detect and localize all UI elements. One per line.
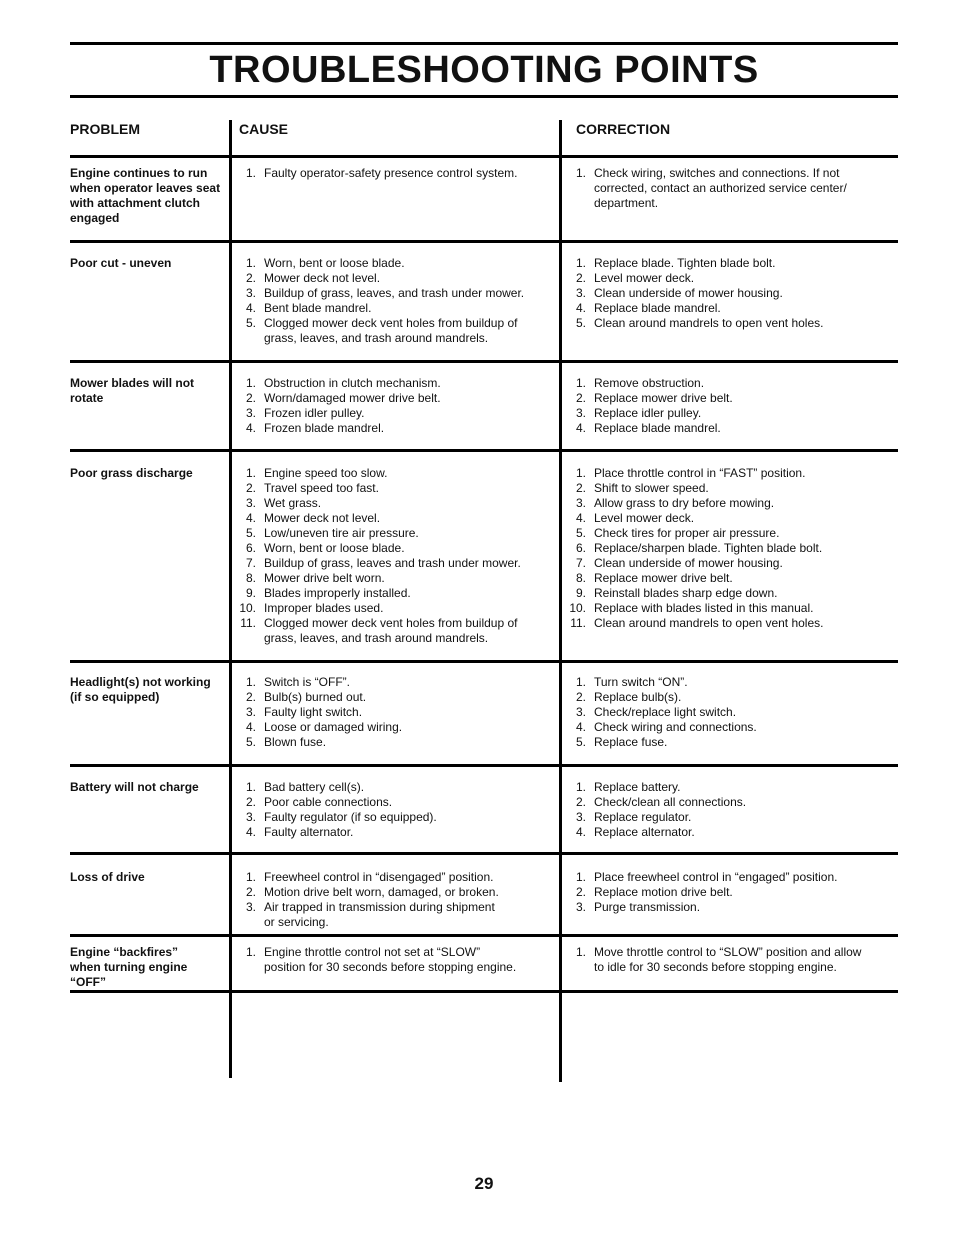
item-text: Blades improperly installed.: [264, 586, 411, 600]
item-number: 2.: [245, 795, 256, 809]
cause-list: [239, 256, 557, 346]
item-number: 6.: [575, 541, 586, 555]
item-number: 4.: [575, 301, 586, 315]
problem-text: “OFF”: [70, 975, 106, 989]
item-number: 3.: [245, 496, 256, 510]
correction-list: [569, 675, 889, 750]
list-item: [239, 885, 557, 900]
row-separator: [70, 934, 898, 937]
item-text: Replace/sharpen blade. Tighten blade bolt.: [594, 541, 823, 555]
item-text: Replace blade mandrel.: [594, 301, 721, 315]
item-number: 4.: [575, 511, 586, 525]
problem-header: PROBLEM: [70, 121, 140, 137]
list-item: [239, 481, 557, 496]
list-item: [239, 301, 557, 316]
item-number: 4.: [575, 720, 586, 734]
item-number: 9.: [245, 586, 256, 600]
item-text: Motion drive belt worn, damaged, or broken.: [264, 885, 499, 899]
item-text: Wet grass.: [264, 496, 322, 510]
item-text: Clean underside of mower housing.: [594, 286, 783, 300]
list-item: [569, 511, 889, 526]
problem-cell: [70, 780, 232, 795]
item-number: 2.: [245, 885, 256, 899]
item-number: 4.: [245, 825, 256, 839]
item-number: 7.: [575, 556, 586, 570]
correction-list: [569, 376, 889, 436]
item-number: 2.: [575, 481, 586, 495]
item-text: Freewheel control in “disengaged” position.: [264, 870, 494, 884]
item-text: Replace fuse.: [594, 735, 668, 749]
item-number: 2.: [245, 391, 256, 405]
problem-text: Poor cut - uneven: [70, 256, 172, 270]
item-number: 10.: [569, 601, 586, 615]
item-number: 1.: [245, 256, 256, 270]
item-text: Obstruction in clutch mechanism.: [264, 376, 441, 390]
problem-text: engaged: [70, 211, 120, 225]
list-item: [569, 795, 889, 810]
item-number: 3.: [245, 705, 256, 719]
list-item: [569, 616, 889, 631]
list-item: [239, 780, 557, 795]
list-item: [239, 376, 557, 391]
cause-list: [239, 780, 557, 840]
item-number: 1.: [575, 166, 586, 180]
item-text: Replace mower drive belt.: [594, 571, 733, 585]
list-item: [239, 601, 557, 616]
list-item: [239, 511, 557, 526]
item-number: 4.: [575, 825, 586, 839]
item-text: Replace idler pulley.: [594, 406, 702, 420]
item-text: Bad battery cell(s).: [264, 780, 365, 794]
list-item: [569, 945, 889, 975]
item-text: Shift to slower speed.: [594, 481, 709, 495]
item-text: Air trapped in transmission during shipment: [264, 900, 495, 914]
problem-text: when operator leaves seat: [70, 181, 221, 195]
item-number: 2.: [575, 795, 586, 809]
item-text: Bulb(s) burned out.: [264, 690, 367, 704]
list-item: [239, 541, 557, 556]
item-text: Bent blade mandrel.: [264, 301, 372, 315]
cause-list: [239, 870, 557, 930]
list-item: [239, 286, 557, 301]
list-item: [239, 735, 557, 750]
list-item: [569, 900, 889, 915]
problem-text: Mower blades will not: [70, 376, 195, 390]
problem-text: Engine continues to run: [70, 166, 208, 180]
top-rule: [70, 42, 898, 45]
item-number: 9.: [575, 586, 586, 600]
list-item: [569, 316, 889, 331]
list-item: [239, 795, 557, 810]
list-item: [239, 690, 557, 705]
item-number: 1.: [575, 256, 586, 270]
item-text: or servicing.: [264, 915, 329, 929]
item-number: 5.: [245, 316, 256, 330]
row-separator: [70, 449, 898, 452]
item-number: 4.: [245, 421, 256, 435]
problem-text: when turning engine: [70, 960, 188, 974]
item-number: 2.: [575, 391, 586, 405]
item-text: Level mower deck.: [594, 511, 695, 525]
item-number: 4.: [245, 720, 256, 734]
item-number: 1.: [245, 945, 256, 959]
row-separator: [70, 990, 898, 993]
item-number: 5.: [575, 526, 586, 540]
list-item: [569, 301, 889, 316]
list-item: [569, 690, 889, 705]
item-text: Blown fuse.: [264, 735, 327, 749]
item-text: department.: [594, 196, 659, 210]
item-text: Loose or damaged wiring.: [264, 720, 403, 734]
item-text: Allow grass to dry before mowing.: [594, 496, 775, 510]
item-text: Check/clean all connections.: [594, 795, 747, 809]
item-text: Clean around mandrels to open vent holes.: [594, 316, 824, 330]
item-number: 1.: [245, 466, 256, 480]
item-number: 1.: [245, 780, 256, 794]
list-item: [569, 466, 889, 481]
cause-list: [239, 166, 557, 181]
list-item: [569, 286, 889, 301]
item-number: 3.: [575, 900, 586, 914]
cause-list: [239, 675, 557, 750]
row-separator: [70, 764, 898, 767]
list-item: [569, 541, 889, 556]
correction-list: [569, 780, 889, 840]
list-item: [569, 481, 889, 496]
list-item: [569, 735, 889, 750]
list-item: [569, 256, 889, 271]
list-item: [239, 256, 557, 271]
item-text: Poor cable connections.: [264, 795, 393, 809]
problem-text: with attachment clutch: [70, 196, 201, 210]
row-separator: [70, 155, 898, 158]
list-item: [569, 496, 889, 511]
list-item: [569, 720, 889, 735]
list-item: [569, 601, 889, 616]
item-text: Level mower deck.: [594, 271, 695, 285]
item-text: Switch is “OFF”.: [264, 675, 350, 689]
list-item: [239, 945, 557, 975]
problem-text: Loss of drive: [70, 870, 145, 884]
list-item: [239, 526, 557, 541]
item-number: 3.: [575, 810, 586, 824]
item-number: 3.: [575, 705, 586, 719]
item-number: 1.: [575, 870, 586, 884]
item-text: Clean underside of mower housing.: [594, 556, 783, 570]
item-number: 3.: [575, 406, 586, 420]
item-number: 4.: [575, 421, 586, 435]
correction-list: [569, 466, 889, 631]
item-number: 4.: [245, 511, 256, 525]
item-number: 10.: [239, 601, 256, 615]
item-text: Clean around mandrels to open vent holes.: [594, 616, 824, 630]
list-item: [239, 720, 557, 735]
item-text: Clogged mower deck vent holes from buildup of: [264, 316, 518, 330]
item-text: Engine speed too slow.: [264, 466, 388, 480]
item-text: Mower drive belt worn.: [264, 571, 385, 585]
list-item: [569, 391, 889, 406]
item-text: Replace mower drive belt.: [594, 391, 733, 405]
item-text: Worn/damaged mower drive belt.: [264, 391, 441, 405]
problem-text: rotate: [70, 391, 104, 405]
item-text: Place freewheel control in “engaged” position.: [594, 870, 838, 884]
list-item: [239, 870, 557, 885]
item-text: Mower deck not level.: [264, 511, 381, 525]
problem-cell: [70, 376, 232, 406]
problem-cell: [70, 166, 232, 226]
list-item: [569, 885, 889, 900]
item-text: Replace regulator.: [594, 810, 692, 824]
item-text: Replace bulb(s).: [594, 690, 682, 704]
item-number: 5.: [575, 316, 586, 330]
list-item: [239, 316, 557, 346]
row-separator: [70, 852, 898, 855]
row-separator: [70, 360, 898, 363]
item-text: Improper blades used.: [264, 601, 384, 615]
item-number: 1.: [575, 376, 586, 390]
item-text: Turn switch “ON”.: [594, 675, 688, 689]
item-number: 3.: [245, 810, 256, 824]
item-text: Mower deck not level.: [264, 271, 381, 285]
item-text: Faulty light switch.: [264, 705, 363, 719]
row-separator: [70, 240, 898, 243]
list-item: [569, 780, 889, 795]
item-number: 1.: [245, 870, 256, 884]
problem-cell: [70, 675, 232, 705]
item-text: Purge transmission.: [594, 900, 701, 914]
list-item: [569, 271, 889, 286]
item-number: 1.: [245, 675, 256, 689]
item-number: 2.: [575, 885, 586, 899]
correction-list: [569, 256, 889, 331]
item-text: Engine throttle control not set at “SLOW”: [264, 945, 481, 959]
item-text: grass, leaves, and trash around mandrels.: [264, 631, 489, 645]
cause-list: [239, 945, 557, 975]
item-text: Replace blade. Tighten blade bolt.: [594, 256, 776, 270]
list-item: [569, 421, 889, 436]
item-text: Clogged mower deck vent holes from buildup of: [264, 616, 518, 630]
item-text: Check tires for proper air pressure.: [594, 526, 780, 540]
item-number: 2.: [575, 271, 586, 285]
item-text: corrected, contact an authorized service center/: [594, 181, 847, 195]
item-number: 7.: [245, 556, 256, 570]
item-text: Buildup of grass, leaves, and trash under mower.: [264, 286, 525, 300]
item-text: Check/replace light switch.: [594, 705, 737, 719]
item-number: 3.: [245, 406, 256, 420]
page-title: TROUBLESHOOTING POINTS: [209, 49, 759, 91]
item-text: Buildup of grass, leaves and trash under mower.: [264, 556, 521, 570]
item-text: Faulty regulator (if so equipped).: [264, 810, 437, 824]
list-item: [239, 406, 557, 421]
item-number: 2.: [245, 690, 256, 704]
problem-text: Engine “backfires”: [70, 945, 179, 959]
item-text: Low/uneven tire air pressure.: [264, 526, 419, 540]
list-item: [239, 675, 557, 690]
item-number: 2.: [245, 481, 256, 495]
cause-list: [239, 376, 557, 436]
list-item: [239, 900, 557, 930]
correction-list: [569, 870, 889, 915]
problem-cell: [70, 870, 232, 885]
problem-text: Battery will not charge: [70, 780, 199, 794]
list-item: [239, 810, 557, 825]
list-item: [569, 376, 889, 391]
item-number: 3.: [575, 496, 586, 510]
cause-list: [239, 466, 557, 646]
item-text: Move throttle control to “SLOW” position and allow: [594, 945, 862, 959]
item-text: Replace motion drive belt.: [594, 885, 733, 899]
list-item: [239, 825, 557, 840]
problem-text: Headlight(s) not working: [70, 675, 211, 689]
problem-cell: [70, 945, 232, 990]
item-number: 4.: [245, 301, 256, 315]
list-item: [239, 556, 557, 571]
item-text: Replace blade mandrel.: [594, 421, 721, 435]
item-number: 5.: [575, 735, 586, 749]
item-text: Frozen blade mandrel.: [264, 421, 385, 435]
list-item: [569, 825, 889, 840]
correction-list: [569, 945, 889, 975]
item-number: 3.: [245, 286, 256, 300]
list-item: [569, 166, 889, 211]
list-item: [239, 496, 557, 511]
item-number: 8.: [245, 571, 256, 585]
item-text: Travel speed too fast.: [264, 481, 379, 495]
item-number: 1.: [245, 376, 256, 390]
item-number: 2.: [575, 690, 586, 704]
item-number: 1.: [575, 675, 586, 689]
list-item: [239, 466, 557, 481]
item-number: 11.: [570, 616, 586, 630]
item-number: 1.: [575, 780, 586, 794]
item-text: Replace alternator.: [594, 825, 695, 839]
item-text: position for 30 seconds before stopping engine.: [264, 960, 517, 974]
list-item: [569, 526, 889, 541]
item-number: 1.: [575, 466, 586, 480]
list-item: [239, 391, 557, 406]
list-item: [239, 705, 557, 720]
item-text: Check wiring and connections.: [594, 720, 757, 734]
page-number: 29: [474, 1174, 494, 1193]
item-number: 5.: [245, 526, 256, 540]
list-item: [239, 421, 557, 436]
list-item: [239, 166, 557, 181]
item-text: Replace battery.: [594, 780, 681, 794]
problem-cell: [70, 256, 232, 271]
item-text: Remove obstruction.: [594, 376, 705, 390]
correction-list: [569, 166, 889, 211]
list-item: [239, 616, 557, 646]
item-text: Faulty alternator.: [264, 825, 354, 839]
item-text: Faulty operator-safety presence control system.: [264, 166, 518, 180]
item-text: Replace with blades listed in this manual.: [594, 601, 814, 615]
item-number: 8.: [575, 571, 586, 585]
item-text: Check wiring, switches and connections. If not: [594, 166, 840, 180]
item-number: 1.: [575, 945, 586, 959]
item-text: Reinstall blades sharp edge down.: [594, 586, 778, 600]
problem-cell: [70, 466, 232, 481]
correction-column-divider: [559, 120, 562, 1082]
item-number: 5.: [245, 735, 256, 749]
item-text: grass, leaves, and trash around mandrels.: [264, 331, 489, 345]
item-text: Worn, bent or loose blade.: [264, 541, 405, 555]
correction-header: CORRECTION: [576, 121, 671, 137]
item-text: Frozen idler pulley.: [264, 406, 365, 420]
list-item: [569, 870, 889, 885]
item-text: to idle for 30 seconds before stopping engine.: [594, 960, 837, 974]
list-item: [569, 571, 889, 586]
list-item: [239, 586, 557, 601]
item-number: 3.: [245, 900, 256, 914]
list-item: [569, 810, 889, 825]
item-number: 11.: [240, 616, 256, 630]
item-number: 6.: [245, 541, 256, 555]
item-text: Place throttle control in “FAST” position.: [594, 466, 806, 480]
list-item: [569, 705, 889, 720]
problem-text: Poor grass discharge: [70, 466, 193, 480]
list-item: [569, 406, 889, 421]
item-number: 3.: [575, 286, 586, 300]
list-item: [569, 586, 889, 601]
item-number: 1.: [245, 166, 256, 180]
list-item: [239, 271, 557, 286]
title-rule: [70, 95, 898, 98]
cause-header: CAUSE: [239, 121, 289, 137]
list-item: [569, 675, 889, 690]
problem-text: (if so equipped): [70, 690, 160, 704]
row-separator: [70, 660, 898, 663]
item-number: 2.: [245, 271, 256, 285]
item-text: Worn, bent or loose blade.: [264, 256, 405, 270]
list-item: [569, 556, 889, 571]
list-item: [239, 571, 557, 586]
